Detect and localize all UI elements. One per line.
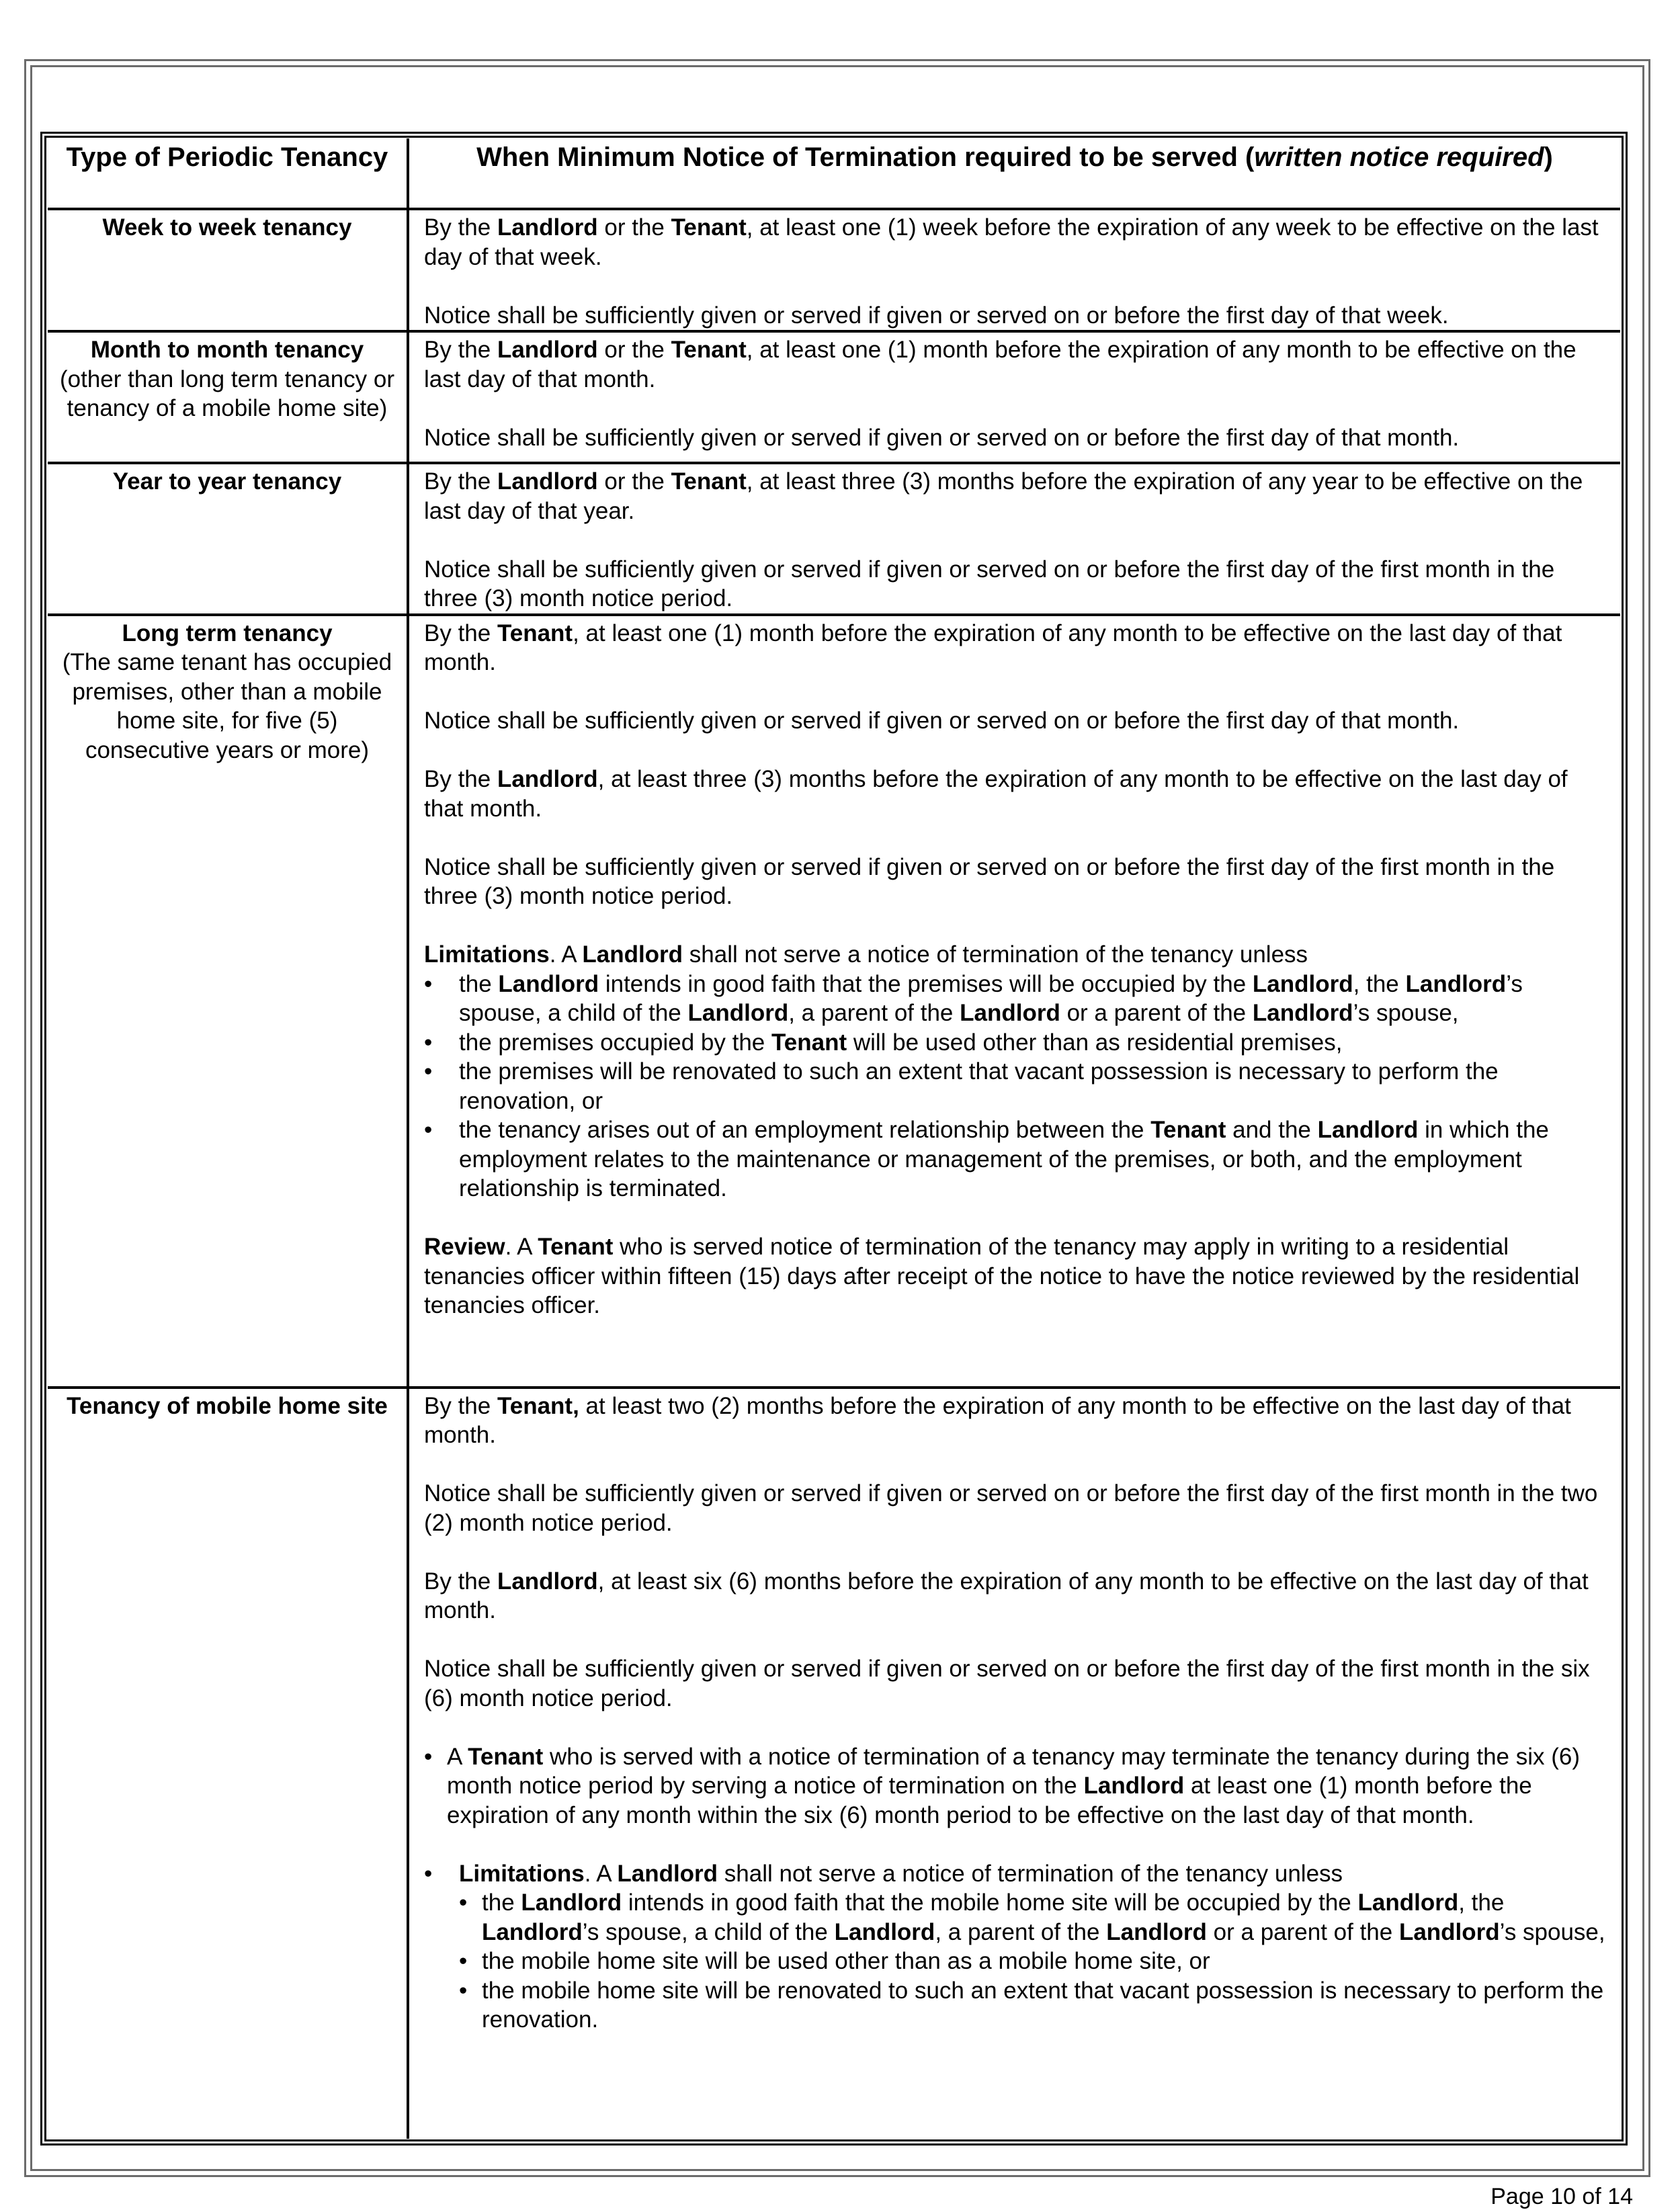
text: or a parent of the	[1206, 1918, 1399, 1945]
text: By the	[424, 337, 497, 363]
list-item	[459, 1859, 1608, 2035]
term-tenant: Tenant	[671, 214, 747, 241]
type-cell	[48, 331, 408, 463]
term-tenant: Tenant	[671, 337, 747, 363]
paragraph: Notice shall be sufficiently given or served if given or served on or before the first day of the first month in the six (6) month notice period.	[424, 1656, 1590, 1711]
paragraph	[424, 213, 1608, 271]
term-limitations: Limitations	[459, 1860, 585, 1887]
term-tenant: Tenant	[538, 1234, 614, 1260]
table-row	[48, 331, 1620, 463]
text: By the	[424, 214, 497, 241]
limitations-list	[424, 970, 1608, 1203]
term-landlord: Landlord	[497, 468, 598, 495]
header-notice	[408, 138, 1620, 209]
tenancy-type: Week to week tenancy	[102, 214, 352, 241]
text: By the	[424, 1568, 497, 1595]
term-review: Review	[424, 1234, 505, 1260]
text: the	[459, 970, 499, 997]
table-row	[48, 463, 1620, 615]
term-landlord: Landlord	[960, 1000, 1060, 1026]
paragraph	[424, 619, 1608, 677]
term-landlord: Landlord	[482, 1918, 583, 1945]
tenant-option-list	[424, 1742, 1608, 1830]
review-paragraph	[424, 1232, 1608, 1320]
text: shall not serve a notice of termination of the tenancy unless	[683, 941, 1308, 968]
text: and the	[1226, 1117, 1318, 1143]
type-cell	[48, 615, 408, 1388]
paragraph: Notice shall be sufficiently given or served if given or served on or before the first day of the first month in the three (3) month notice period.	[424, 853, 1555, 909]
tenancy-description: (other than long term tenancy or tenancy of a mobile home site)	[59, 366, 395, 421]
term-limitations: Limitations	[424, 941, 550, 968]
type-cell	[48, 463, 408, 615]
paragraph: Notice shall be sufficiently given or served if given or served on or before the first day of the first month in the two (2) month notice period.	[424, 1480, 1598, 1536]
text: at least two (2) months before the expiration of any month to be effective on the last day of that month.	[424, 1392, 1571, 1448]
term-landlord: Landlord	[497, 1568, 598, 1595]
text: By the	[424, 468, 497, 495]
tenancy-type: Long term tenancy	[122, 620, 333, 646]
text: . A	[584, 1860, 618, 1887]
list-item: • the mobile home site will be renovated to such an extent that vacant possession is necessary to perform the renovation.	[482, 1976, 1608, 2035]
term-landlord: Landlord	[1252, 970, 1353, 997]
term-landlord: Landlord	[834, 1918, 935, 1945]
text: , at least three (3) months before the expiration of any month to be effective on the last day of that month.	[424, 766, 1568, 822]
tenancy-description: (The same tenant has occupied premises, other than a mobile home site, for five (5) consecutive years or more)	[62, 649, 392, 763]
text: in which the employment relates to the maintenance or management of the premises, or both, and the employment relationship is terminated.	[459, 1117, 1549, 1201]
paragraph: Notice shall be sufficiently given or served if given or served on or before the first day of that week.	[424, 302, 1449, 329]
paragraph	[424, 1392, 1608, 1450]
text: the tenancy arises out of an employment relationship between the	[459, 1117, 1151, 1143]
term-landlord: Landlord	[687, 1000, 789, 1026]
text: or the	[597, 468, 671, 495]
text: at least one (1) month before the expiration of any month within the six (6) month period to be effective on the last day of that month.	[447, 1773, 1532, 1828]
text: , the	[1353, 970, 1406, 997]
text: A	[447, 1743, 468, 1770]
text: shall not serve a notice of termination of the tenancy unless	[718, 1860, 1343, 1887]
paragraph	[424, 1567, 1608, 1625]
notice-cell	[408, 331, 1620, 463]
limitations-intro	[424, 940, 1608, 970]
text: . A	[505, 1234, 538, 1260]
list-item	[447, 1742, 1608, 1830]
limitations-list	[424, 1859, 1608, 2035]
header-type-label: Type of Periodic Tenancy	[66, 142, 388, 172]
term-landlord: Landlord	[1083, 1773, 1185, 1799]
paragraph: Notice shall be sufficiently given or served if given or served on or before the first day of that month.	[424, 708, 1460, 734]
tenancy-type: Year to year tenancy	[112, 468, 342, 495]
term-landlord: Landlord	[1405, 970, 1507, 997]
notice-cell	[408, 615, 1620, 1388]
text: , a parent of the	[935, 1918, 1107, 1945]
term-landlord: Landlord	[1252, 1000, 1353, 1026]
term-landlord: Landlord	[1357, 1889, 1459, 1916]
term-landlord: Landlord	[498, 970, 599, 997]
term-landlord: Landlord	[617, 1860, 718, 1887]
text: will be used other than as residential premises,	[847, 1029, 1343, 1056]
table-row	[48, 1388, 1620, 2139]
text: , at least one (1) week before the expiration of any week to be effective on the last day of that week.	[424, 214, 1599, 270]
list-item: • the mobile home site will be used other than as a mobile home site, or	[482, 1947, 1608, 1976]
list-item	[482, 1888, 1608, 1947]
text: who is served notice of termination of the tenancy may apply in writing to a residential tenancies officer within fifteen (15) days after receipt of the notice to have the notice reviewed by the residential tenancies officer.	[424, 1234, 1580, 1318]
text: who is served with a notice of termination of a tenancy may terminate the tenancy during the six (6) month notice period by serving a notice of termination on the	[447, 1743, 1580, 1799]
text: intends in good faith that the premises will be occupied by the	[599, 970, 1253, 997]
header-notice-italic: written notice required	[1254, 142, 1544, 172]
term-tenant: Tenant,	[497, 1392, 579, 1419]
text: ’s spouse,	[1499, 1918, 1605, 1945]
text: , at least six (6) months before the expiration of any month to be effective on the last day of that month.	[424, 1568, 1589, 1623]
text: . A	[549, 941, 583, 968]
header-type	[48, 138, 408, 209]
term-landlord: Landlord	[1317, 1117, 1419, 1143]
text: By the	[424, 620, 497, 646]
page-number: Page 10 of 14	[1490, 2184, 1633, 2209]
text: , the	[1458, 1889, 1505, 1916]
text: By the	[424, 766, 497, 792]
paragraph	[424, 765, 1608, 823]
tenancy-type: Tenancy of mobile home site	[67, 1392, 388, 1419]
notice-table	[48, 138, 1620, 2139]
text: intends in good faith that the mobile home site will be occupied by the	[622, 1889, 1358, 1916]
header-notice-prefix: When Minimum Notice of Termination required to be served (	[476, 142, 1255, 172]
text: By the	[424, 1392, 497, 1419]
tenancy-type: Month to month tenancy	[90, 337, 364, 363]
text: or the	[597, 337, 671, 363]
notice-cell	[408, 463, 1620, 615]
term-landlord: Landlord	[497, 766, 598, 792]
term-tenant: Tenant	[771, 1029, 847, 1056]
text: or a parent of the	[1060, 1000, 1253, 1026]
spacer	[424, 1203, 1608, 1233]
term-tenant: Tenant	[468, 1743, 544, 1770]
list-item	[459, 970, 1608, 1028]
table-header-row	[48, 138, 1620, 209]
type-cell	[48, 209, 408, 331]
term-landlord: Landlord	[497, 337, 598, 363]
text: ’s spouse,	[1353, 1000, 1459, 1026]
paragraph	[424, 335, 1608, 394]
term-landlord: Landlord	[497, 214, 598, 241]
text: , at least three (3) months before the expiration of any year to be effective on the last day of that year.	[424, 468, 1583, 524]
paragraph	[424, 467, 1608, 525]
list-item: • the premises will be renovated to such an extent that vacant possession is necessary to perform the renovation, or	[459, 1057, 1608, 1115]
limitations-sublist	[459, 1888, 1608, 2035]
notice-cell	[408, 1388, 1620, 2139]
text: ’s spouse, a child of the	[459, 970, 1523, 1026]
term-tenant: Tenant	[497, 620, 573, 646]
header-notice-suffix: )	[1544, 142, 1553, 172]
table-row	[48, 209, 1620, 331]
term-landlord: Landlord	[1106, 1918, 1207, 1945]
term-landlord: Landlord	[1398, 1918, 1500, 1945]
type-cell	[48, 1388, 408, 2139]
paragraph: Notice shall be sufficiently given or served if given or served on or before the first day of the first month in the three (3) month notice period.	[424, 556, 1555, 611]
text: , at least one (1) month before the expiration of any month to be effective on the last day of that month.	[424, 620, 1562, 675]
term-landlord: Landlord	[521, 1889, 622, 1916]
text: ’s spouse, a child of the	[582, 1918, 835, 1945]
spacer	[424, 1830, 1608, 1859]
notice-cell	[408, 209, 1620, 331]
limitations-block	[424, 940, 1608, 1203]
text: the premises occupied by the	[459, 1029, 771, 1056]
list-item	[459, 1115, 1608, 1203]
table-row	[48, 615, 1620, 1388]
term-landlord: Landlord	[582, 941, 683, 968]
text: , a parent of the	[788, 1000, 960, 1026]
text: , at least one (1) month before the expiration of any month to be effective on the last day of that month.	[424, 337, 1577, 392]
text: the	[482, 1889, 521, 1916]
paragraph: Notice shall be sufficiently given or served if given or served on or before the first day of that month.	[424, 424, 1460, 451]
text: or the	[597, 214, 671, 241]
term-tenant: Tenant	[1150, 1117, 1226, 1143]
term-tenant: Tenant	[671, 468, 747, 495]
list-item	[459, 1028, 1608, 1058]
